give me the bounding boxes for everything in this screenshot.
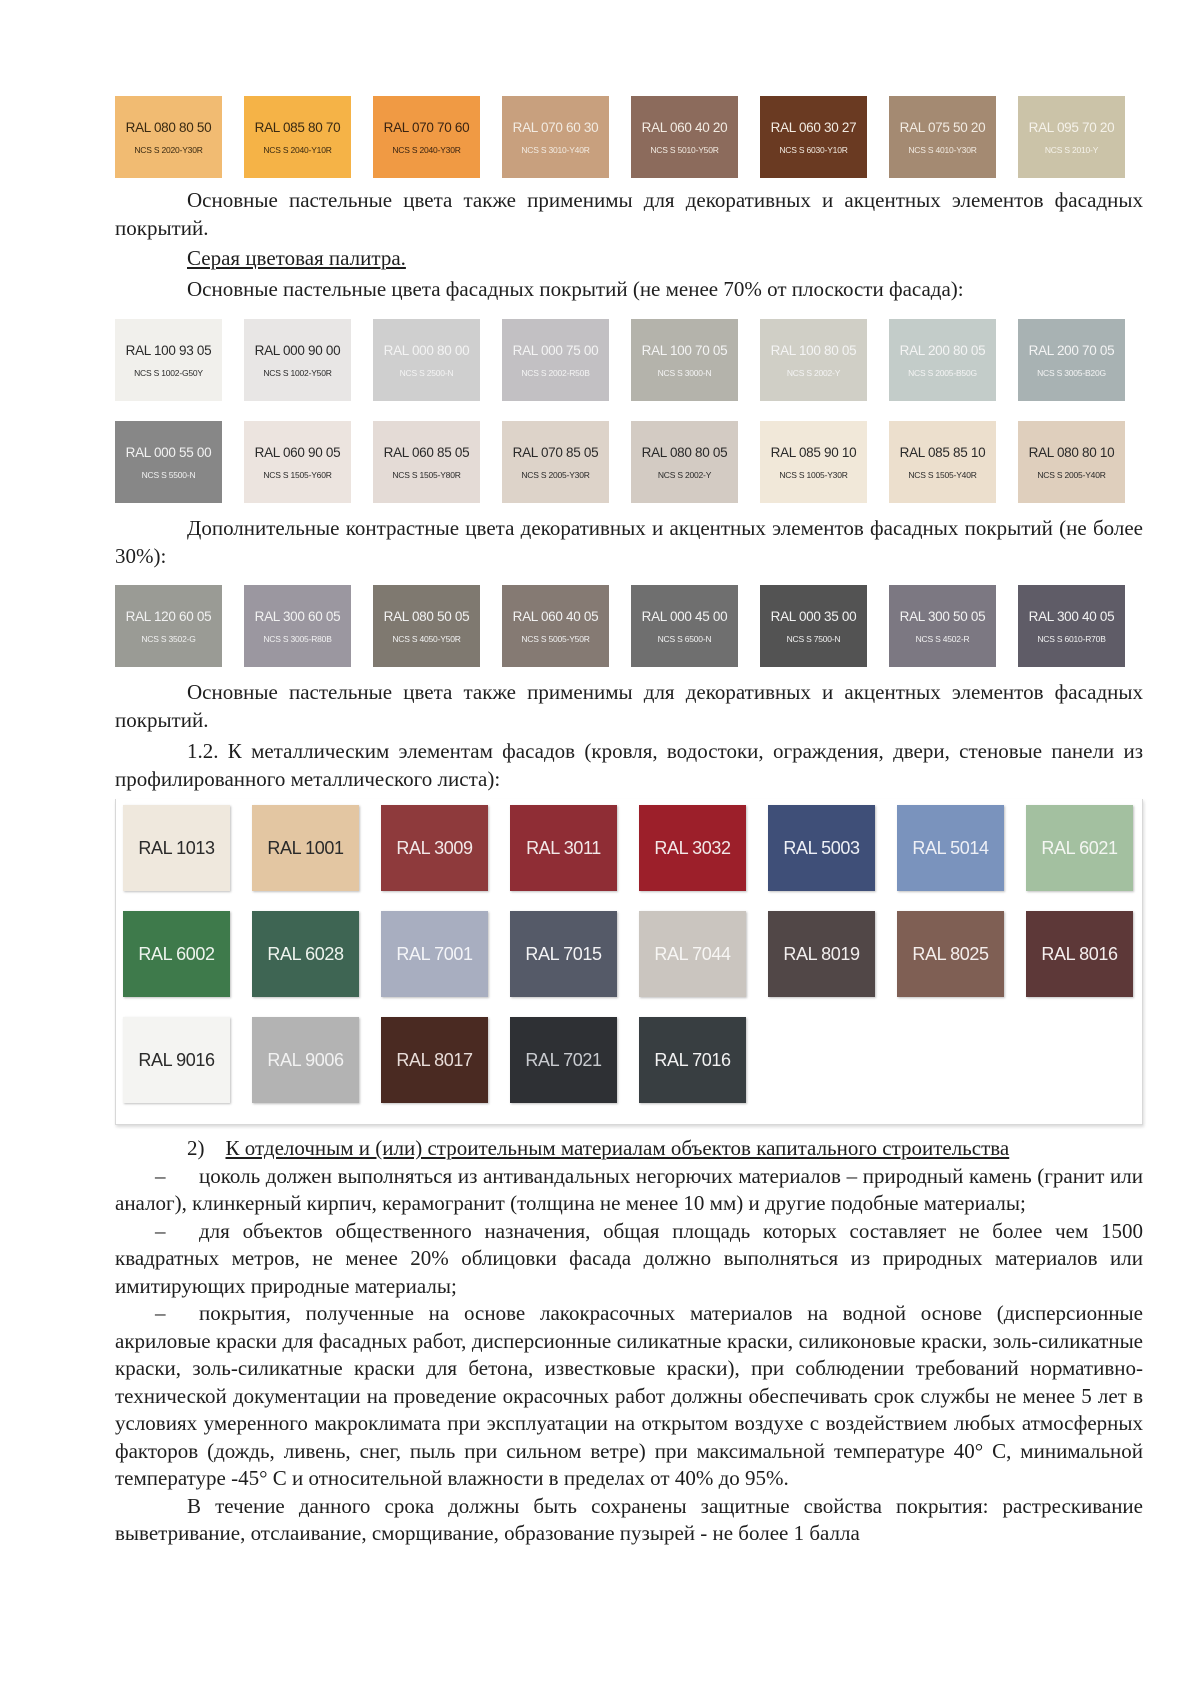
color-swatch xyxy=(631,319,738,401)
ral-code: RAL 060 30 27 xyxy=(770,119,857,135)
ncs-code: NCS S 3010-Y40R xyxy=(521,144,590,155)
ral-code: RAL 080 80 10 xyxy=(1028,444,1115,460)
color-swatch xyxy=(115,421,222,503)
ral-code: RAL 000 80 00 xyxy=(383,342,470,358)
ral-code: RAL 085 85 10 xyxy=(899,444,986,460)
metal-color-tile: RAL 7021 xyxy=(510,1017,617,1103)
color-swatch xyxy=(760,319,867,401)
color-swatch xyxy=(244,319,351,401)
grey-palette-heading xyxy=(115,245,1143,273)
ncs-code: NCS S 3005-B20G xyxy=(1037,367,1106,378)
color-swatch xyxy=(1018,319,1125,401)
ral-code: RAL 060 40 05 xyxy=(512,608,599,624)
paragraph-metal-elements: 1.2. К металлическим элементам фасадов (кровля, водостоки, ограждения, двери, стеновые панели из профилированного металлического листа): xyxy=(115,739,1143,791)
section-2-title: К отделочным и (или) строительным материалам объектов капитального строительства xyxy=(225,1136,1010,1160)
ral-code: RAL 100 70 05 xyxy=(641,342,728,358)
ncs-code: NCS S 2040-Y30R xyxy=(392,144,461,155)
ral-code: RAL 200 70 05 xyxy=(1028,342,1115,358)
ncs-code: NCS S 1002-Y50R xyxy=(263,367,332,378)
list-item-coatings xyxy=(115,1300,1143,1493)
metal-row-2 xyxy=(123,911,1143,997)
dash-mark: – xyxy=(155,1301,166,1325)
metal-color-tile: RAL 1001 xyxy=(252,805,359,891)
metal-color-tile: RAL 3011 xyxy=(510,805,617,891)
ncs-code: NCS S 7500-N xyxy=(786,633,841,644)
paragraph-pastel-note-2: Основные пастельные цвета также применимы для декоративных и акцентных элементов фасадных покрытий. xyxy=(115,680,1143,732)
color-swatch xyxy=(889,96,996,178)
ral-code: RAL 080 80 50 xyxy=(125,119,212,135)
grey-palette-heading-text: Серая цветовая палитра. xyxy=(187,246,406,270)
ral-code: RAL 100 80 05 xyxy=(770,342,857,358)
color-swatch xyxy=(760,96,867,178)
ncs-code: NCS S 2002-Y xyxy=(657,469,712,480)
color-swatch xyxy=(373,96,480,178)
ral-code: RAL 120 60 05 xyxy=(125,608,212,624)
ncs-code: NCS S 6010-R70B xyxy=(1037,633,1106,644)
color-swatch xyxy=(889,421,996,503)
ncs-code: NCS S 4502-R xyxy=(915,633,970,644)
ral-code: RAL 000 90 00 xyxy=(254,342,341,358)
section-2-number: 2) xyxy=(187,1136,205,1160)
color-swatch xyxy=(1018,96,1125,178)
ral-code: RAL 070 70 60 xyxy=(383,119,470,135)
ral-code: RAL 000 75 00 xyxy=(512,342,599,358)
metal-color-tile: RAL 7044 xyxy=(639,911,746,997)
ncs-code: NCS S 2002-R50B xyxy=(521,367,590,378)
ncs-code: NCS S 1505-Y60R xyxy=(263,469,332,480)
color-swatch xyxy=(1018,585,1125,667)
ral-code: RAL 100 93 05 xyxy=(125,342,212,358)
ral-code: RAL 060 40 20 xyxy=(641,119,728,135)
ncs-code: NCS S 1002-G50Y xyxy=(134,367,203,378)
swatch-row-grey-main-2 xyxy=(115,421,1143,503)
metal-color-tile: RAL 6021 xyxy=(1026,805,1133,891)
ncs-code: NCS S 5005-Y50R xyxy=(521,633,590,644)
metal-color-tile: RAL 5003 xyxy=(768,805,875,891)
color-swatch xyxy=(373,421,480,503)
section-2-heading xyxy=(115,1135,1143,1163)
color-swatch xyxy=(373,319,480,401)
color-swatch xyxy=(115,585,222,667)
ral-code: RAL 070 85 05 xyxy=(512,444,599,460)
color-swatch xyxy=(244,96,351,178)
metal-color-tile: RAL 6002 xyxy=(123,911,230,997)
color-swatch xyxy=(244,585,351,667)
metal-row-3 xyxy=(123,1017,1143,1103)
swatch-row-grey-main-1 xyxy=(115,319,1143,401)
dash-mark: – xyxy=(155,1163,166,1188)
paragraph-contrast: Дополнительные контрастные цвета декоративных и акцентных элементов фасадных покрытий (не более 30%): xyxy=(115,516,1143,568)
ral-code: RAL 070 60 30 xyxy=(512,119,599,135)
color-swatch xyxy=(631,585,738,667)
metal-color-tile: RAL 7001 xyxy=(381,911,488,997)
ncs-code: NCS S 1505-Y80R xyxy=(392,469,461,480)
metal-row-1 xyxy=(123,805,1143,891)
metal-color-tile: RAL 9016 xyxy=(123,1017,230,1103)
color-swatch xyxy=(889,585,996,667)
ral-code: RAL 085 80 70 xyxy=(254,119,341,135)
ral-code: RAL 080 80 05 xyxy=(641,444,728,460)
document-page xyxy=(115,96,1143,1548)
ral-code: RAL 060 90 05 xyxy=(254,444,341,460)
swatch-row-top xyxy=(115,96,1143,178)
ncs-code: NCS S 3000-N xyxy=(657,367,712,378)
metal-color-tile: RAL 7015 xyxy=(510,911,617,997)
ncs-code: NCS S 1005-Y30R xyxy=(779,469,848,480)
ncs-code: NCS S 2005-B50G xyxy=(908,367,977,378)
color-swatch xyxy=(373,585,480,667)
color-swatch xyxy=(115,96,222,178)
ncs-code: NCS S 2005-Y40R xyxy=(1037,469,1106,480)
ral-code: RAL 300 40 05 xyxy=(1028,608,1115,624)
ral-code: RAL 085 90 10 xyxy=(770,444,857,460)
ncs-code: NCS S 2040-Y10R xyxy=(263,144,332,155)
list-item-public-buildings xyxy=(115,1218,1143,1301)
ncs-code: NCS S 5010-Y50R xyxy=(650,144,719,155)
color-swatch xyxy=(760,421,867,503)
color-swatch xyxy=(502,585,609,667)
ncs-code: NCS S 2500-N xyxy=(399,367,454,378)
ral-code: RAL 000 55 00 xyxy=(125,444,212,460)
swatch-row-grey-contrast xyxy=(115,585,1143,667)
metal-color-tile: RAL 8016 xyxy=(1026,911,1133,997)
metal-color-tile: RAL 6028 xyxy=(252,911,359,997)
ncs-code: NCS S 2010-Y xyxy=(1044,144,1099,155)
metal-color-tile: RAL 8025 xyxy=(897,911,1004,997)
ncs-code: NCS S 4010-Y30R xyxy=(908,144,977,155)
color-swatch xyxy=(502,319,609,401)
list-item-plinth-text: цоколь должен выполняться из антивандальных негорючих материалов – природный камень (гранит или аналог), клинкерный кирпич, керамогранит (толщина не менее 10 мм) и другие подобные материалы; xyxy=(115,1163,1143,1215)
metal-color-tile: RAL 5014 xyxy=(897,805,1004,891)
list-item-plinth xyxy=(115,1163,1143,1218)
ncs-code: NCS S 2002-Y xyxy=(786,367,841,378)
ncs-code: NCS S 2005-Y30R xyxy=(521,469,590,480)
metal-color-tile: RAL 3009 xyxy=(381,805,488,891)
color-swatch xyxy=(889,319,996,401)
color-swatch xyxy=(631,96,738,178)
ncs-code: NCS S 4050-Y50R xyxy=(392,633,461,644)
ral-code: RAL 095 70 20 xyxy=(1028,119,1115,135)
ncs-code: NCS S 6500-N xyxy=(657,633,712,644)
paragraph-pastel-note-1: Основные пастельные цвета также применимы для декоративных и акцентных элементов фасадных покрытий. xyxy=(115,188,1143,240)
ral-code: RAL 075 50 20 xyxy=(899,119,986,135)
ral-code: RAL 000 45 00 xyxy=(641,608,728,624)
color-swatch xyxy=(1018,421,1125,503)
metal-color-tile: RAL 8017 xyxy=(381,1017,488,1103)
color-swatch xyxy=(115,319,222,401)
metal-color-chart xyxy=(115,799,1143,1125)
ral-code: RAL 000 35 00 xyxy=(770,608,857,624)
ncs-code: NCS S 1505-Y40R xyxy=(908,469,977,480)
color-swatch xyxy=(502,96,609,178)
ncs-code: NCS S 5500-N xyxy=(141,469,196,480)
metal-color-tile: RAL 8019 xyxy=(768,911,875,997)
ncs-code: NCS S 2020-Y30R xyxy=(134,144,203,155)
ncs-code: NCS S 3502-G xyxy=(141,633,196,644)
metal-color-tile: RAL 3032 xyxy=(639,805,746,891)
color-swatch xyxy=(244,421,351,503)
list-item-public-buildings-text: для объектов общественного назначения, общая площадь которых составляет не более чем 1500 квадратных метров, не менее 20% облицовки фасада должно выполняться из природных материалов или имитирующих природные материалы; xyxy=(115,1218,1143,1298)
ral-code: RAL 300 60 05 xyxy=(254,608,341,624)
ral-code: RAL 200 80 05 xyxy=(899,342,986,358)
list-item-coatings-text: покрытия, полученные на основе лакокрасочных материалов на водной основе (дисперсионные акриловые краски для фасадных работ, дисперсионные силикатные краски, силиконовые краски, золь-силикатные краски, золь-силикатные краски для бетона, известковые краски), при соблюдении требований нормативно-технической документации на проведение окрасочных работ должны обеспечивать срок службы не менее 5 лет в условиях умеренного макроклимата при эксплуатации на открытом воздухе с воздействием любых атмосферных факторов (дождь, ливень, снег, пыль при сильном ветре) при максимальной температуре 40° С, минимальной температуре -45° С и относительной влажности в пределах от 40% до 95%. xyxy=(115,1301,1143,1490)
dash-mark: – xyxy=(155,1218,166,1243)
paragraph-protective-properties: В течение данного срока должны быть сохранены защитные свойства покрытия: растрескивание выветривание, отслаивание, сморщивание, образование пузырей - не более 1 балла xyxy=(115,1493,1143,1545)
color-swatch xyxy=(631,421,738,503)
ral-code: RAL 060 85 05 xyxy=(383,444,470,460)
ncs-code: NCS S 6030-Y10R xyxy=(779,144,848,155)
ral-code: RAL 300 50 05 xyxy=(899,608,986,624)
ncs-code: NCS S 3005-R80B xyxy=(263,633,332,644)
metal-color-tile: RAL 1013 xyxy=(123,805,230,891)
color-swatch xyxy=(760,585,867,667)
ral-code: RAL 080 50 05 xyxy=(383,608,470,624)
metal-color-tile: RAL 7016 xyxy=(639,1017,746,1103)
paragraph-main-pastel: Основные пастельные цвета фасадных покрытий (не менее 70% от плоскости фасада): xyxy=(187,276,964,301)
color-swatch xyxy=(502,421,609,503)
metal-color-tile: RAL 9006 xyxy=(252,1017,359,1103)
